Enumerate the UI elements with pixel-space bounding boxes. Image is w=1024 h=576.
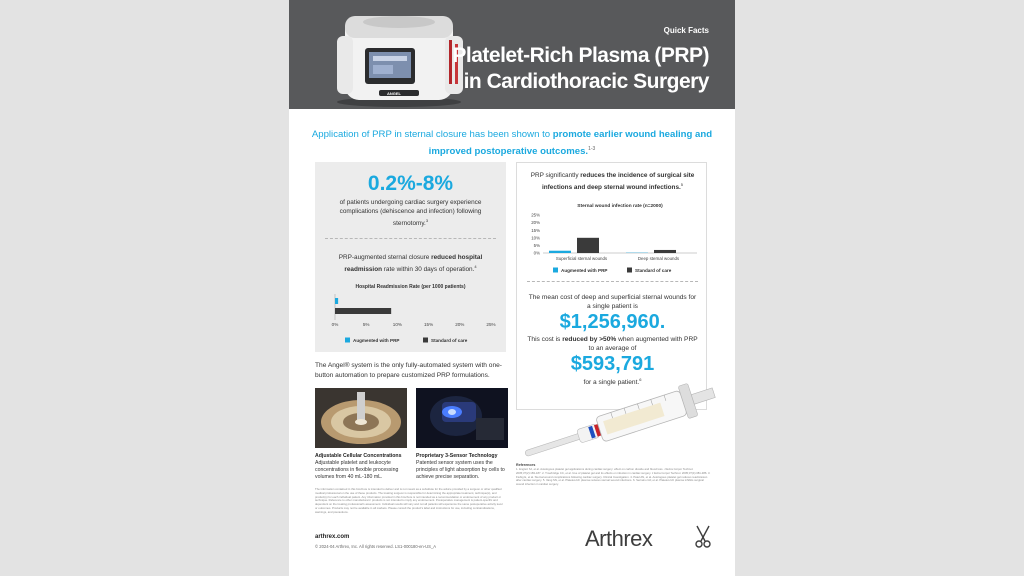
arthrex-logo-text: Arthrex	[585, 526, 653, 551]
website-link[interactable]: arthrex.com	[315, 534, 350, 540]
infection-y-tick: 15%	[531, 227, 540, 233]
feature-2-body: Patented sensor system uses the principles of light absorption by cells to achieve precise separation.	[416, 460, 505, 480]
sensor-technology-photo	[416, 388, 508, 448]
infection-chart	[517, 197, 708, 277]
readmission-x-tick: 25%	[486, 322, 496, 327]
intro-statement	[309, 128, 715, 159]
intro-refs: 1-3	[588, 146, 596, 152]
cost-reduction-text	[527, 335, 698, 353]
significance-pre: PRP significantly	[530, 172, 581, 179]
infection-legend-label: Augmented with PRP	[561, 268, 608, 273]
infection-significance-statement	[527, 171, 698, 192]
infection-bar	[577, 238, 599, 253]
syringe-image	[516, 372, 722, 458]
kicker-label: Quick Facts	[663, 26, 709, 35]
complication-description-text: of patients undergoing cardiac surgery experience complications (dehiscence and infection) following sternotomy.	[339, 199, 482, 228]
readmission-bar	[335, 308, 391, 314]
intro-emphasis: promote earlier wound healing and improved postoperative outcomes.	[428, 129, 713, 158]
complication-description	[329, 198, 492, 228]
infection-category-label: Superficial sternal wounds	[555, 256, 608, 261]
infection-y-tick: 5%	[533, 243, 540, 248]
cellular-concentration-photo	[315, 388, 407, 448]
infection-chart-title: Sternal wound infection rate (n=2000)	[577, 204, 663, 209]
readmission-post: rate within 30 days of operation.	[382, 266, 475, 274]
readmission-bold: reduced hospital readmission	[344, 254, 483, 274]
device-brand-label: ANGEL	[387, 91, 401, 96]
arthrex-logo	[585, 522, 713, 552]
complication-rate-stat: 0.2%-8%	[367, 172, 454, 195]
readmission-chart-title: Hospital Readmission Rate (per 1000 patients)	[355, 284, 466, 290]
feature-1-heading: Adjustable Cellular Concentrations	[315, 453, 402, 459]
legal-disclaimer: The information contained in this brochure is intended to deliver and is not meant as a substitute for the advice provided by a surgeon or other qualified medical professional on the use of these products. The treating surgeon is responsible for determining the appropriate treatment, technique(s), and product(s) for each individual patient. Any information provided in this brochure is not intended as a recommendation or endorsement of any product or technique. Reference to other manufacturers' products is not intended to imply any endorsement. Postoperative management is patient-specific and dependent on the treating professional's assessment. Individual results will vary and not all patients will experience the same postoperative activity level or outcomes. Products may not be available in all markets. Please consult the product's label and instructions for use, including contraindications, warnings, and precautions.	[315, 487, 503, 514]
infection-bar	[654, 250, 676, 253]
infection-legend-swatch	[627, 268, 632, 273]
fact-sheet	[289, 0, 735, 576]
significance-bold: reduces the incidence of surgical site infections and deep sternal wound infections.	[541, 172, 695, 192]
cost-intro-text: The mean cost of deep and superficial sternal wounds for a single patient is	[528, 294, 697, 310]
references-heading: References	[516, 463, 536, 467]
panel-divider	[325, 238, 496, 239]
readmission-statement	[329, 253, 492, 274]
cost-reduction-bold: reduced by >50%	[562, 336, 617, 343]
readmission-legend-swatch	[345, 338, 350, 343]
readmission-x-tick: 10%	[392, 322, 403, 327]
infection-category-label: Deep sternal wounds	[637, 256, 680, 261]
page-title-line-2: in Cardiothoracic Surgery	[463, 70, 709, 93]
readmission-x-tick: 0%	[331, 322, 339, 327]
infection-legend-label: Standard of care	[635, 268, 672, 273]
cost-reduction-pre: This cost is	[527, 336, 563, 343]
feature-2-heading: Proprietary 3-Sensor Technology	[416, 453, 498, 459]
readmission-legend-label: Standard of care	[431, 338, 468, 343]
cost-total-stat: $1,256,960.	[559, 311, 666, 333]
header-banner	[289, 0, 735, 109]
readmission-bar	[335, 298, 338, 304]
readmission-legend-label: Augmented with PRP	[353, 338, 400, 343]
infection-y-tick: 0%	[533, 250, 540, 256]
readmission-ref: 4	[474, 264, 477, 269]
cost-tail-label: for a single patient.	[583, 379, 640, 387]
infection-legend-swatch	[553, 268, 558, 273]
significance-ref: 5	[680, 182, 684, 187]
cost-augmented-stat: $593,791	[570, 353, 655, 375]
cost-reduction-post: when augmented with PRP to an average of	[588, 336, 698, 352]
page-title-line-1: Platelet-Rich Plasma (PRP)	[452, 44, 709, 67]
infection-y-tick: 25%	[531, 212, 540, 218]
readmission-legend-swatch	[423, 338, 428, 343]
readmission-chart	[315, 274, 506, 354]
copyright-notice: © 2024-04 Arthrex, Inc. All rights reserved. LS1-000180-en-US_A	[315, 544, 437, 549]
cost-ref: 6	[639, 377, 642, 382]
readmission-x-tick: 20%	[455, 322, 465, 327]
references-list: 1. Englert SJ, et al. Autologous platelet gel applications during cardiac surgery: effect on carbon dioxide and blood loss. J Extra Corpor Technol. 2005;37(2):183-187. 2. Trowbridge CC, et al. Use of platelet gel and its effects on infection in cardiac surgery. J Extra Corpor Technol. 2005;37(4):381-386. 3. Fiebig E, et al. Sternal wound complications following cardiac surgery. Clinical Investigation. 4. Patel AN, et al. Autologous platelet gel reduces readmission after cardiac surgery. 5. Vang SN, et al. Platelet-rich plasma reduces sternal wound infections. 6. Serraino GF, et al. Platelet-rich plasma inhibits surgical wound infection in cardiac surgery.	[516, 467, 711, 487]
angel-system-description: The Angel® system is the only fully-automated system with one-button automation to prepare customized PRP formulations.	[315, 362, 503, 379]
feature-1-body: Adjustable platelet and leukocyte concentrations in flexible processing volumes from 40 mL-180 mL.	[315, 460, 399, 480]
infection-y-tick: 10%	[531, 235, 540, 241]
angel-device-image	[329, 6, 469, 108]
complications-panel	[315, 162, 506, 352]
infection-y-tick: 20%	[531, 220, 540, 226]
complication-ref: 3	[425, 218, 429, 223]
readmission-pre: PRP-augmented sternal closure	[338, 254, 432, 261]
panel-divider	[527, 281, 698, 282]
readmission-x-tick: 5%	[362, 322, 370, 327]
intro-plain: Application of PRP in sternal closure has been shown to	[311, 129, 553, 140]
readmission-x-tick: 15%	[423, 322, 434, 327]
infection-bar	[549, 251, 571, 253]
